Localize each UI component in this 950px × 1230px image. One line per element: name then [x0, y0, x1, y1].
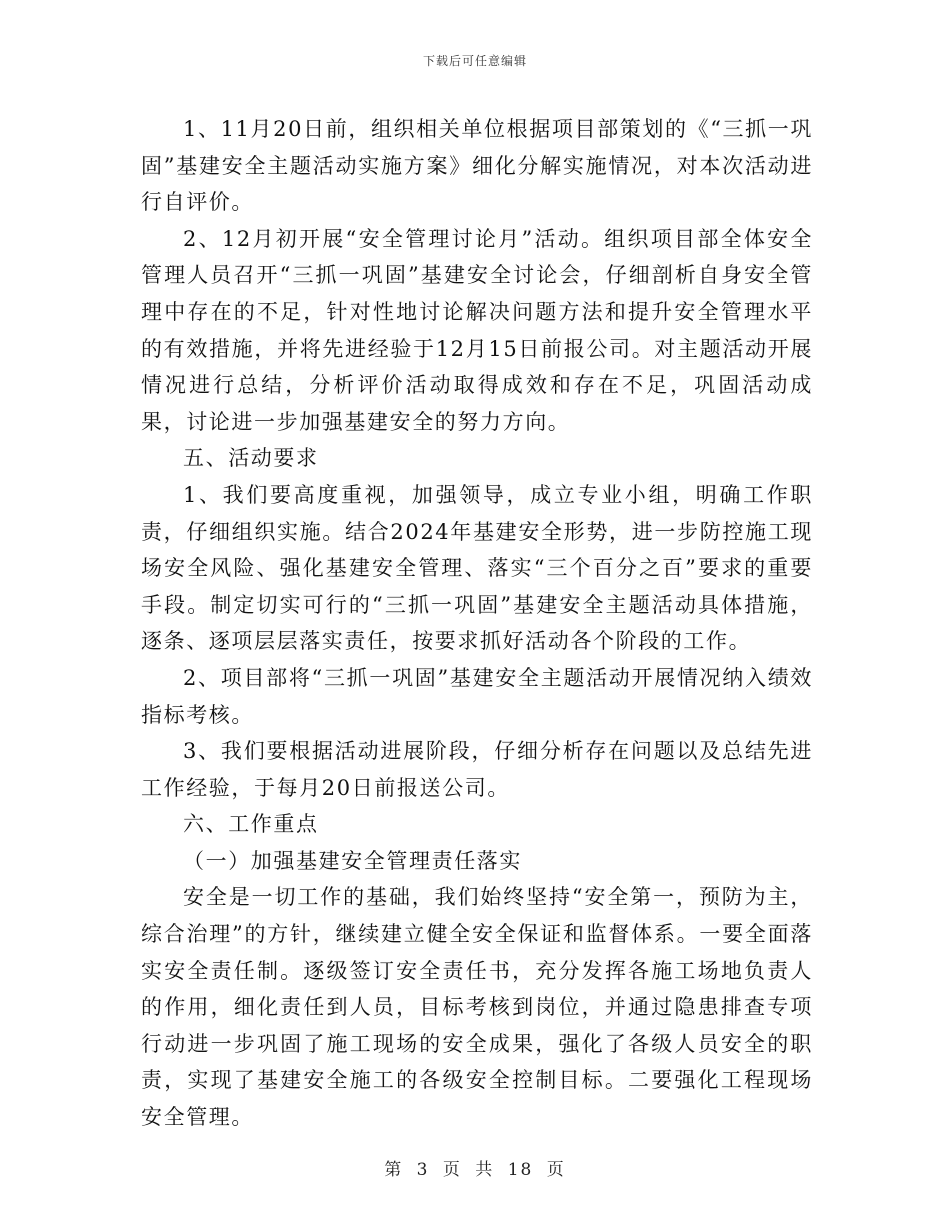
paragraph-deadline-nov20: 1、11月20日前，组织相关单位根据项目部策划的《“三抓一巩固”基建安全主题活动实施方案》细化分解实施情况，对本次活动进行自评价。 [141, 117, 813, 215]
paragraph-requirement-3: 3、我们要根据活动进展阶段，仔细分析存在问题以及总结先进工作经验，于每月20日前报送公司。 [141, 739, 813, 800]
paragraph-safety-foundation: 安全是一切工作的基础，我们始终坚持“安全第一，预防为主，综合治理”的方针，继续建立健全安全保证和监督体系。一要全面落实安全责任制。逐级签订安全责任书，充分发挥各施工场地负责人的作用，细化责任到人员，目标考核到岗位，并通过隐患排查专项行动进一步巩固了施工现场的安全成果，强化了各级人员安全的职责，实现了基建安全施工的各级安全控制目标。二要强化工程现场安全管理。 [141, 885, 813, 1130]
paragraph-requirement-2: 2、项目部将“三抓一巩固”基建安全主题活动开展情况纳入绩效指标考核。 [141, 665, 813, 727]
page-number: 第 3 页 共 18 页 [384, 1160, 566, 1180]
page-header: 下载后可任意编辑 [422, 54, 527, 68]
subsection-heading-responsibility: （一）加强基建安全管理责任落实 [183, 848, 522, 873]
paragraph-requirement-1: 1、我们要高度重视，加强领导，成立专业小组，明确工作职责，仔细组织实施。结合2024年基建安全形势，进一步防控施工现场安全风险、强化基建安全管理、落实“三个百分之百”要求的重要手段。制定切实可行的“三抓一巩固”基建安全主题活动具体措施，逐条、逐项层层落实责任，按要求抓好活动各个阶段的工作。 [141, 482, 813, 654]
document-body [141, 111, 813, 1136]
paragraph-discussion-month: 2、12月初开展“安全管理讨论月”活动。组织项目部全体安全管理人员召开“三抓一巩固”基建安全讨论会，仔细剖析自身安全管理中存在的不足，针对性地讨论解决问题方法和提升安全管理水平的有效措施，并将先进经验于12月15日前报公司。对主题活动开展情况进行总结，分析评价活动取得成效和存在不足，巩固活动成果，讨论进一步加强基建安全的努力方向。 [141, 226, 813, 434]
section-heading-focus: 六、工作重点 [183, 812, 319, 837]
section-heading-requirements: 五、活动要求 [183, 446, 319, 471]
